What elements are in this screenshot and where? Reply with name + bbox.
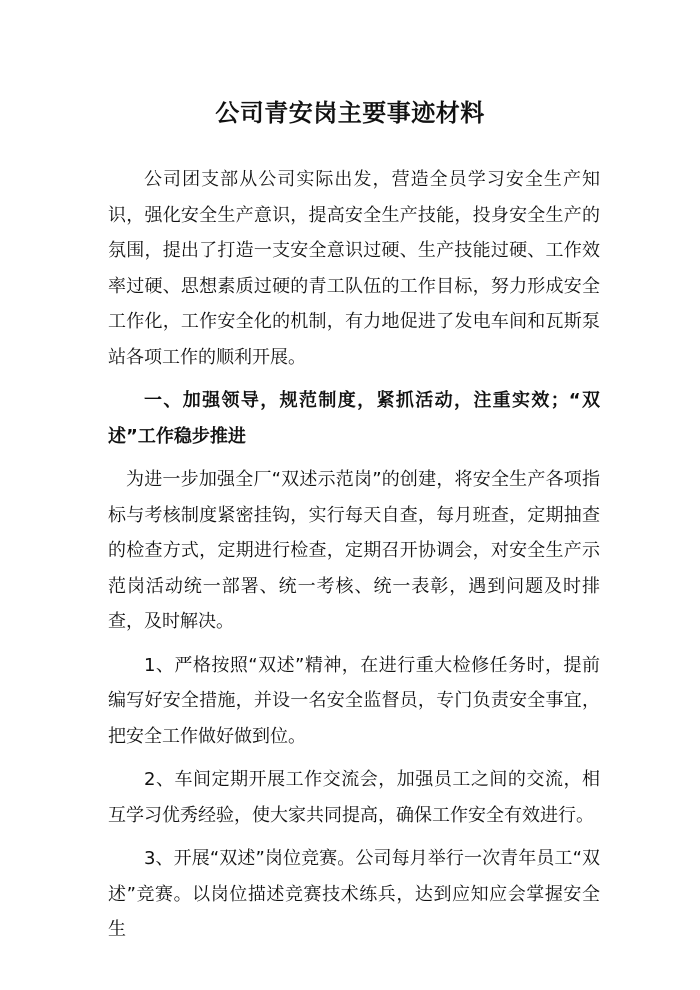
intro-paragraph: 公司团支部从公司实际出发，营造全员学习安全生产知识，强化安全生产意识，提高安全生产技能，投身安全生产的氛围，提出了打造一支安全意识过硬、生产技能过硬、工作效率过硬、思想素质过硬的青工队伍的工作目标，努力形成安全工作化，工作安全化的机制，有力地促进了发电车间和瓦斯泵站各项工作的顺利开展。 — [108, 169, 600, 368]
list-item-2: 2、车间定期开展工作交流会，加强员工之间的交流，相互学习优秀经验，使大家共同提高，确保工作安全有效进行。 — [108, 769, 600, 826]
document-body — [108, 162, 600, 948]
document-title: 公司青安岗主要事迹材料 — [215, 99, 485, 127]
section-paragraph: 为进一步加强全厂“双述示范岗”的创建，将安全生产各项指标与考核制度紧密挂钩，实行每天自查，每月班查，定期抽查的检查方式，定期进行检查，定期召开协调会，对安全生产示范岗活动统一部署、统一考核、统一表彰，遇到问题及时排查，及时解决。 — [108, 469, 600, 632]
list-item-3: 3、开展“双述”岗位竞赛。公司每月举行一次青年员工“双述”竞赛。以岗位描述竞赛技术练兵，达到应知应会掌握安全生 — [108, 848, 600, 940]
section-heading: 一、加强领导，规范制度，紧抓活动，注重实效；“双述”工作稳步推进 — [108, 390, 600, 447]
list-item-1: 1、严格按照“双述”精神，在进行重大检修任务时，提前编写好安全措施，并设一名安全监督员，专门负责安全事宜，把安全工作做好做到位。 — [108, 654, 600, 747]
